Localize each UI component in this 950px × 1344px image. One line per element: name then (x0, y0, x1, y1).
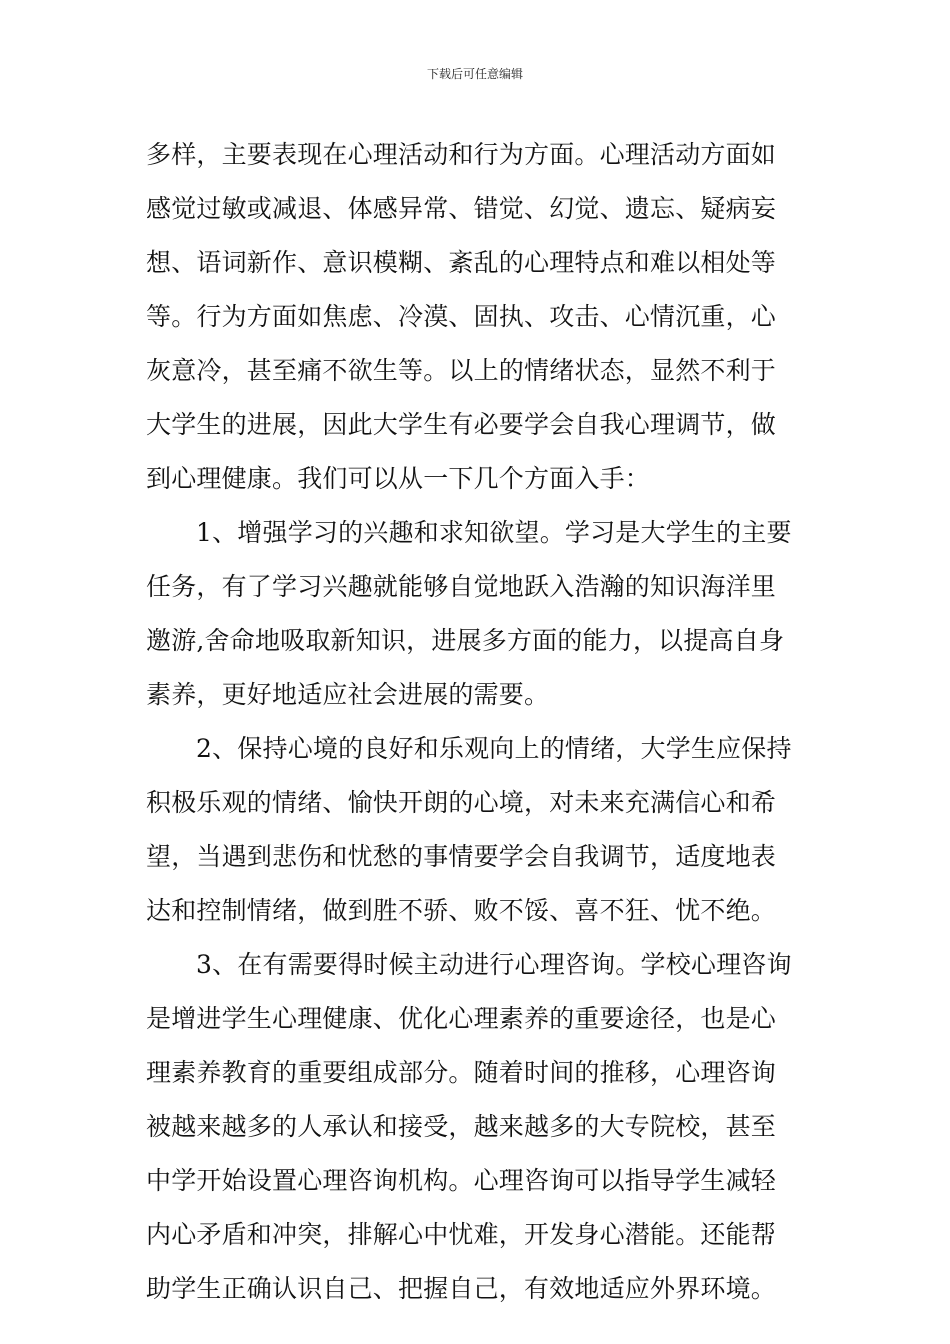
document-body (146, 128, 806, 1316)
text-line: 多样，主要表现在心理活动和行为方面。心理活动方面如 (146, 140, 777, 169)
paragraph-first-line: 2、保持心境的良好和乐观向上的情绪，大学生应保持 (196, 734, 792, 763)
text-line: 大学生的进展，因此大学生有必要学会自我心理调节，做 (146, 410, 777, 439)
text-line: 中学开始设置心理咨询机构。心理咨询可以指导学生减轻 (146, 1166, 777, 1195)
text-line: 望，当遇到悲伤和忧愁的事情要学会自我调节，适度地表 (146, 842, 777, 871)
text-line: 灰意冷，甚至痛不欲生等。以上的情绪状态，显然不利于 (146, 356, 777, 385)
text-line: 助学生正确认识自己、把握自己，有效地适应外界环境。 (146, 1274, 777, 1303)
text-line: 想、语词新作、意识模糊、紊乱的心理特点和难以相处等 (146, 248, 777, 277)
text-line: 积极乐观的情绪、愉快开朗的心境，对未来充满信心和希 (146, 788, 777, 817)
paragraph-first-line: 1、增强学习的兴趣和求知欲望。学习是大学生的主要 (196, 518, 792, 547)
paragraph-first-line: 3、在有需要得时候主动进行心理咨询。学校心理咨询 (196, 950, 792, 979)
page-header: 下载后可任意编辑 (426, 67, 523, 81)
text-line: 是增进学生心理健康、优化心理素养的重要途径，也是心 (146, 1004, 777, 1033)
text-line: 理素养教育的重要组成部分。随着时间的推移，心理咨询 (146, 1058, 777, 1087)
text-line: 素养，更好地适应社会进展的需要。 (146, 680, 550, 709)
text-line: 感觉过敏或减退、体感异常、错觉、幻觉、遗忘、疑病妄 (146, 194, 777, 223)
text-line: 任务，有了学习兴趣就能够自觉地跃入浩瀚的知识海洋里 (146, 572, 777, 601)
text-line: 内心矛盾和冲突，排解心中忧难，开发身心潜能。还能帮 (146, 1220, 777, 1249)
text-line: 到心理健康。我们可以从一下几个方面入手： (146, 464, 651, 493)
text-line: 达和控制情绪，做到胜不骄、败不馁、喜不狂、忧不绝。 (146, 896, 777, 925)
text-line: 邀游,舍命地吸取新知识，进展多方面的能力，以提高自身 (146, 626, 785, 655)
text-line: 等。行为方面如焦虑、冷漠、固执、攻击、心情沉重，心 (146, 302, 777, 331)
text-line: 被越来越多的人承认和接受，越来越多的大专院校，甚至 (146, 1112, 777, 1141)
